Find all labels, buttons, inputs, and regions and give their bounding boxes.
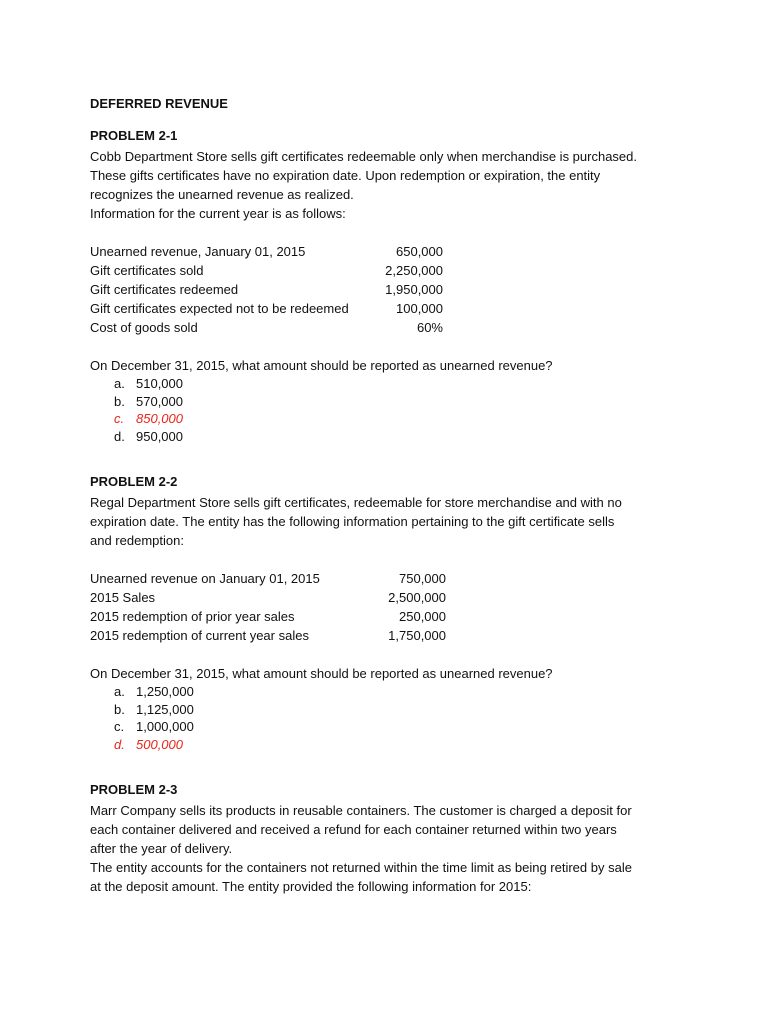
choice-c bbox=[90, 718, 690, 736]
table-row bbox=[90, 626, 446, 645]
choice-c-correct bbox=[90, 410, 690, 428]
data-table bbox=[90, 569, 446, 645]
row-value: 250,000 bbox=[399, 609, 446, 624]
choice-d bbox=[90, 428, 690, 446]
problem-2-1 bbox=[90, 126, 690, 445]
problem-text-line: each container delivered and received a refund for each container returned within two years bbox=[90, 822, 617, 837]
row-label: Unearned revenue, January 01, 2015 bbox=[90, 244, 306, 259]
problem-text bbox=[90, 493, 690, 550]
problem-text-line: and redemption: bbox=[90, 533, 184, 548]
answer-choices bbox=[90, 375, 690, 445]
table-row bbox=[90, 569, 446, 588]
problem-heading: PROBLEM 2-3 bbox=[90, 782, 178, 797]
row-label: Gift certificates expected not to be redeemed bbox=[90, 301, 349, 316]
row-value: 1,750,000 bbox=[388, 628, 446, 643]
choice-b bbox=[90, 701, 690, 719]
choice-a bbox=[90, 683, 690, 701]
choice-letter: d. bbox=[114, 736, 125, 752]
row-value: 100,000 bbox=[396, 301, 443, 316]
row-value: 650,000 bbox=[396, 244, 443, 259]
row-label: Gift certificates redeemed bbox=[90, 282, 239, 297]
row-value: 2,500,000 bbox=[388, 590, 446, 605]
choice-letter: a. bbox=[114, 376, 125, 391]
problem-text-line: The entity accounts for the containers not returned within the time limit as being retired by sale bbox=[90, 860, 632, 875]
problem-text-line: Cobb Department Store sells gift certificates redeemable only when merchandise is purchased. bbox=[90, 149, 637, 164]
problem-text-line: Regal Department Store sells gift certificates, redeemable for store merchandise and with no bbox=[90, 495, 622, 510]
row-label: Gift certificates sold bbox=[90, 263, 204, 278]
choice-letter: b. bbox=[114, 393, 125, 409]
row-label: Unearned revenue on January 01, 2015 bbox=[90, 571, 320, 586]
row-value: 750,000 bbox=[399, 571, 446, 586]
choice-b bbox=[90, 393, 690, 411]
choice-text: 510,000 bbox=[136, 376, 183, 391]
problem-heading: PROBLEM 2-1 bbox=[90, 128, 178, 143]
question: On December 31, 2015, what amount should be reported as unearned revenue? bbox=[90, 358, 553, 373]
choice-letter: c. bbox=[114, 719, 125, 734]
problem-text-line: Information for the current year is as follows: bbox=[90, 206, 346, 221]
choice-d-correct bbox=[90, 736, 690, 754]
table-row bbox=[90, 607, 446, 626]
problem-text-line: These gifts certificates have no expiration date. Upon redemption or expiration, the entity bbox=[90, 168, 601, 183]
table-row bbox=[90, 242, 443, 261]
row-label: 2015 Sales bbox=[90, 590, 156, 605]
row-label: 2015 redemption of prior year sales bbox=[90, 609, 295, 624]
problem-text-line: recognizes the unearned revenue as realized. bbox=[90, 187, 354, 202]
choice-a bbox=[90, 375, 690, 393]
choice-text: 1,125,000 bbox=[136, 701, 194, 717]
table-row bbox=[90, 299, 443, 318]
question: On December 31, 2015, what amount should be reported as unearned revenue? bbox=[90, 666, 553, 681]
row-label: 2015 redemption of current year sales bbox=[90, 628, 309, 643]
choice-text: 850,000 bbox=[136, 411, 183, 426]
problem-heading: PROBLEM 2-2 bbox=[90, 474, 178, 489]
problem-text-line: after the year of delivery. bbox=[90, 841, 233, 856]
choice-letter: d. bbox=[114, 428, 125, 444]
row-label: Cost of goods sold bbox=[90, 320, 198, 335]
choice-text: 500,000 bbox=[136, 736, 183, 752]
table-row bbox=[90, 588, 446, 607]
answer-choices bbox=[90, 683, 690, 753]
problem-text-line: at the deposit amount. The entity provided the following information for 2015: bbox=[90, 879, 532, 894]
problem-text-line: expiration date. The entity has the following information pertaining to the gift certificate sells bbox=[90, 514, 615, 529]
table-row bbox=[90, 318, 443, 337]
choice-letter: c. bbox=[114, 411, 125, 426]
choice-text: 1,000,000 bbox=[136, 719, 194, 734]
table-row bbox=[90, 261, 443, 280]
choice-letter: a. bbox=[114, 684, 125, 699]
choice-text: 570,000 bbox=[136, 393, 183, 409]
choice-text: 1,250,000 bbox=[136, 684, 194, 699]
row-value: 60% bbox=[416, 320, 443, 335]
data-table bbox=[90, 242, 443, 337]
document-title: DEFERRED REVENUE bbox=[90, 96, 228, 111]
problem-2-3 bbox=[90, 780, 690, 896]
row-value: 2,250,000 bbox=[385, 263, 443, 278]
row-value: 1,950,000 bbox=[385, 282, 443, 297]
choice-text: 950,000 bbox=[136, 428, 183, 444]
problem-2-2 bbox=[90, 472, 690, 753]
problem-text bbox=[90, 147, 690, 223]
choice-letter: b. bbox=[114, 701, 125, 717]
table-row bbox=[90, 280, 443, 299]
problem-text-line: Marr Company sells its products in reusable containers. The customer is charged a deposit for bbox=[90, 803, 632, 818]
problem-text bbox=[90, 801, 690, 896]
